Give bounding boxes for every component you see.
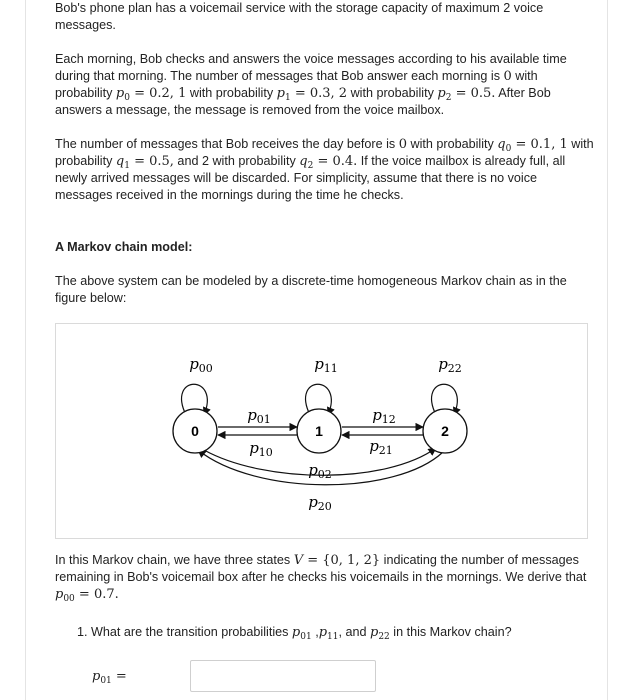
intro-paragraph: Bob's phone plan has a voicemail service with the storage capacity of maximum 2 voice messages. xyxy=(55,1,544,32)
answer-input-p01[interactable] xyxy=(190,660,376,692)
edge-label-p12: $p_{12}$ xyxy=(372,406,396,426)
states-paragraph: In this Markov chain, we have three states V = {0, 1, 2} indicating the number of messages remaining in Bob's voicemail box after he checks his voicemails in the mornings. We derive that $p_{00} = 0.7$. xyxy=(55,553,587,604)
receiving-paragraph: The number of messages that Bob receives the day before is 0 with probability $q_0 = 0.1$, 1 with probability $q_1 = 0.5$, and 2 with probability $q_2 = 0.4$. If the voice mailbox is already full, all newly arrived messages will be discarded. For simplicity, assume that there is no voice messages received in the mornings during the time he checks. xyxy=(55,137,594,202)
question-1: 1. What are the transition probabilities $p_{01}$ $,p_{11}$, and $p_{22}$ in this Markov chain? xyxy=(77,625,512,642)
edge-label-p01: $p_{01}$ xyxy=(247,406,271,426)
loop-label-p22: $p_{22}$ xyxy=(438,355,462,375)
state-label-2: 2 xyxy=(441,423,449,439)
answer-label-p01: $p_{01}$ = xyxy=(92,669,127,686)
section-heading: A Markov chain model: xyxy=(55,240,193,254)
loop-label-p00: $p_{00}$ xyxy=(189,355,213,375)
edge-label-p10: $p_{10}$ xyxy=(249,439,273,459)
edge-label-p02: $p_{02}$ xyxy=(308,461,332,481)
state-label-1: 1 xyxy=(315,423,323,439)
markov-chain-diagram xyxy=(56,324,589,540)
model-paragraph: The above system can be modeled by a discrete-time homogeneous Markov chain as in the figure below: xyxy=(55,274,567,305)
edge-label-p21: $p_{21}$ xyxy=(369,437,393,457)
answering-paragraph: Each morning, Bob checks and answers the voice messages according to his available time during that morning. The number of messages that Bob answer each morning is 0 with probability $p_0 = 0.2$, 1 with probability $p_1 = 0.3$, 2 with probability $p_2 = 0.5$. After Bob answers a message, the message is removed from the voice mailbox. xyxy=(55,52,567,117)
answer-row-p01 xyxy=(92,660,352,692)
state-label-0: 0 xyxy=(191,423,199,439)
loop-label-p11: $p_{11}$ xyxy=(314,355,338,375)
markov-chain-figure xyxy=(55,323,588,539)
edge-label-p20: $p_{20}$ xyxy=(308,493,332,513)
